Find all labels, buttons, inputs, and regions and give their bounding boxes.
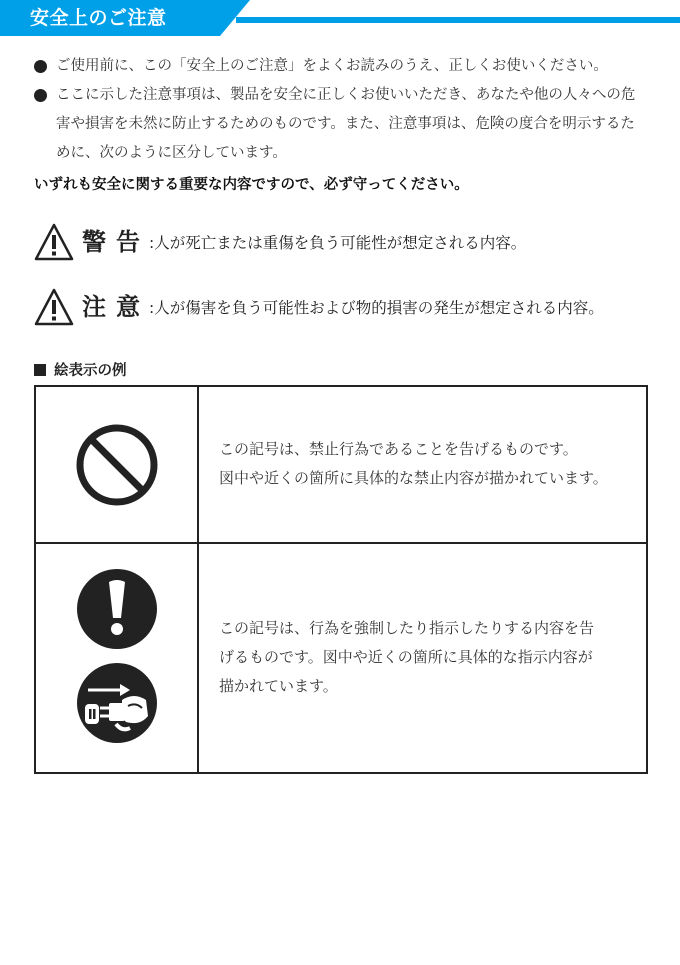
mandatory-action-icon <box>76 568 158 650</box>
warning-triangle-icon <box>34 222 74 262</box>
square-bullet-icon <box>34 364 46 376</box>
header-rule <box>236 17 680 23</box>
caution-description: :人が傷害を負う可能性および物的損害の発生が想定される内容。 <box>149 299 604 317</box>
prohibition-icon <box>74 422 160 508</box>
table-row: この記号は、禁止行為であることを告げるものです。 図中や近くの箇所に具体的な禁止内容が描かれています。 <box>219 440 608 487</box>
unplug-icon <box>76 662 158 744</box>
caution-triangle-icon <box>34 287 74 327</box>
bullet-item: ここに示した注意事項は、製品を安全に正しくお使いいただき、あなたや他の人々への危 害や損害を未然に防止するためのものです。また、注意事項は、危険の度合を明示するた めに、次のように区分しています。 <box>34 81 654 168</box>
caution-row <box>34 287 654 331</box>
warning-label: 警告 <box>82 228 150 256</box>
table-row: この記号は、行為を強制したり指示したりする内容を告 げるものです。図中や近くの箇所に具体的な指示内容が 描かれています。 <box>219 619 595 695</box>
intro-bullets <box>34 52 654 168</box>
bullet-item: ご使用前に、この「安全上のご注意」をよくお読みのうえ、正しくお使いください。 <box>34 52 654 81</box>
symbol-table <box>34 385 648 774</box>
table-divider <box>197 387 199 772</box>
page-header <box>0 0 680 40</box>
page-title: 安全上のご注意 <box>30 7 167 29</box>
bullet-dot-icon <box>34 89 47 102</box>
bullet-dot-icon <box>34 60 47 73</box>
caution-label: 注意 <box>82 293 150 321</box>
warning-row <box>34 222 654 266</box>
warning-description: :人が死亡または重傷を負う可能性が想定される内容。 <box>149 234 527 252</box>
section-heading: 絵表示の例 <box>34 360 127 382</box>
emphasis-note: いずれも安全に関する重要な内容ですので、必ず守ってください。 <box>34 177 469 193</box>
table-divider <box>36 542 646 544</box>
